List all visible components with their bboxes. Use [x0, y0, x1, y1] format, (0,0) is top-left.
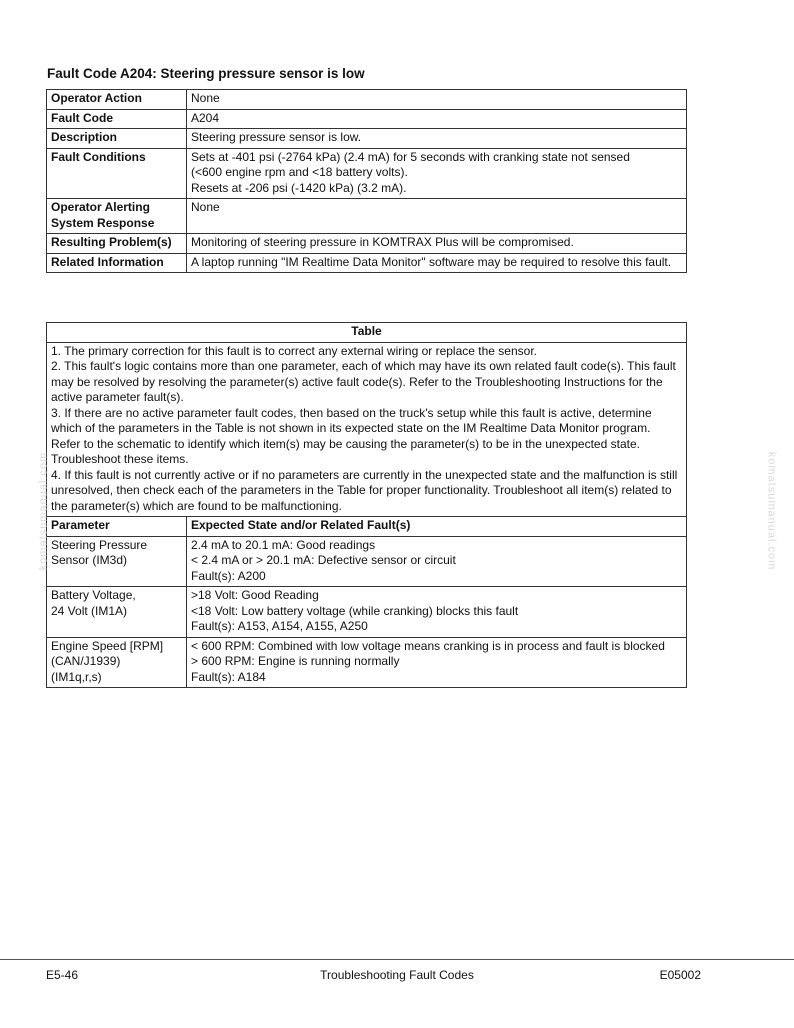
col-header-parameter: Parameter [47, 517, 187, 537]
row-value-description [187, 129, 687, 149]
row-key-fault-code: Fault Code [47, 109, 187, 129]
table-row [47, 637, 687, 688]
note-1: 1. The primary correction for this fault is to correct any external wiring or replace the sensor. [51, 343, 537, 358]
footer-doc-code: E05002 [659, 968, 701, 982]
watermark-right: komatsumanual.com [765, 451, 778, 571]
expected-line: 2.4 mA to 20.1 mA: Good readings [191, 537, 376, 552]
param-line: (CAN/J1939) [51, 654, 121, 668]
row-value-operator-action [187, 90, 687, 110]
expected-line: Fault(s): A200 [191, 568, 266, 583]
param-line: Engine Speed [RPM] [51, 638, 164, 653]
expected-cell [187, 536, 687, 587]
row-value-fault-code [187, 109, 687, 129]
row-value-related-information [187, 253, 687, 273]
expected-cell [187, 637, 687, 688]
expected-line: Fault(s): A184 [191, 669, 266, 684]
param-cell [47, 587, 187, 638]
table-row [47, 90, 687, 110]
column-header-row [47, 517, 687, 537]
table-caption-row [47, 323, 687, 343]
note-4: 4. If this fault is not currently active or if no parameters are currently in the unexpected state and the malfunction is still unresolved, then check each of the parameters in the Table for proper functionality. Troubleshoot all item(s) related to the parameter(s) which are found to be malfunctioning. [51, 467, 678, 513]
param-cell [47, 637, 187, 688]
table-row [47, 109, 687, 129]
parameter-table [46, 322, 687, 688]
footer-section-title: Troubleshooting Fault Codes [320, 968, 474, 982]
row-key-fault-conditions: Fault Conditions [47, 148, 187, 199]
expected-line: Fault(s): A153, A154, A155, A250 [191, 619, 368, 633]
table-row [47, 234, 687, 254]
expected-line: <18 Volt: Low battery voltage (while cranking) blocks this fault [191, 603, 519, 618]
expected-cell [187, 587, 687, 638]
expected-line: < 600 RPM: Combined with low voltage means cranking is in process and fault is blocked [191, 638, 665, 653]
page-title: Fault Code A204: Steering pressure sensor is low [47, 66, 365, 81]
param-line: 24 Volt (IM1A) [51, 603, 128, 618]
fault-code-table [46, 89, 687, 273]
row-key-description: Description [47, 129, 187, 149]
value-line: A laptop running "IM Realtime Data Monitor" software may be required to resolve this fault. [191, 254, 672, 269]
param-cell [47, 536, 187, 587]
table-row [47, 148, 687, 199]
value-line: None [191, 91, 220, 105]
expected-line: >18 Volt: Good Reading [191, 588, 319, 602]
notes-cell [47, 342, 687, 517]
row-value-operator-alerting [187, 199, 687, 234]
value-line: (<600 engine rpm and <18 battery volts). [191, 165, 408, 179]
table-row [47, 536, 687, 587]
row-key-resulting-problems: Resulting Problem(s) [47, 234, 187, 254]
value-line: Monitoring of steering pressure in KOMTRAX Plus will be compromised. [191, 235, 574, 249]
col-header-expected: Expected State and/or Related Fault(s) [187, 517, 687, 537]
value-line: Steering pressure sensor is low. [191, 130, 362, 144]
footer-page-number: E5-46 [46, 968, 79, 982]
param-line: (IM1q,r,s) [51, 669, 102, 684]
note-3: 3. If there are no active parameter fault codes, then based on the truck's setup while this fault is active, determine which of the parameters in the Table is not shown in its expected state on the IM Realtime Data Monitor program. Refer to the schematic to identify which item(s) may be causing the parameter(s) to be in the unexpected state. Troubleshoot these items. [51, 405, 652, 466]
value-line: Sets at -401 psi (-2764 kPa) (2.4 mA) for 5 seconds with cranking state not sensed [191, 149, 630, 164]
row-value-resulting-problems [187, 234, 687, 254]
notes-row [47, 342, 687, 517]
table-caption: Table [47, 323, 687, 343]
table-row [47, 199, 687, 234]
expected-line: < 2.4 mA or > 20.1 mA: Defective sensor or circuit [191, 553, 456, 567]
value-line: None [191, 200, 220, 214]
row-value-fault-conditions [187, 148, 687, 199]
footer-divider [0, 959, 794, 960]
param-line: Steering Pressure [51, 537, 148, 552]
param-line: Sensor (IM3d) [51, 553, 128, 567]
value-line: Resets at -206 psi (-1420 kPa) (3.2 mA). [191, 180, 407, 195]
table-row [47, 587, 687, 638]
param-line: Battery Voltage, [51, 588, 136, 602]
table-row [47, 129, 687, 149]
watermark-left: komatsumanual.com [37, 451, 50, 571]
expected-line: > 600 RPM: Engine is running normally [191, 654, 400, 668]
note-2: 2. This fault's logic contains more than one parameter, each of which may have its own related fault code(s). This fault may be resolved by resolving the parameter(s) active fault code(s). Refer to the Troubleshooting Instructions for the active parameter fault(s). [51, 359, 676, 404]
table-row [47, 253, 687, 273]
row-key-operator-alerting: Operator Alerting System Response [47, 199, 187, 234]
value-line: A204 [191, 110, 220, 125]
row-key-related-information: Related Information [47, 253, 187, 273]
row-key-operator-action: Operator Action [47, 90, 187, 110]
